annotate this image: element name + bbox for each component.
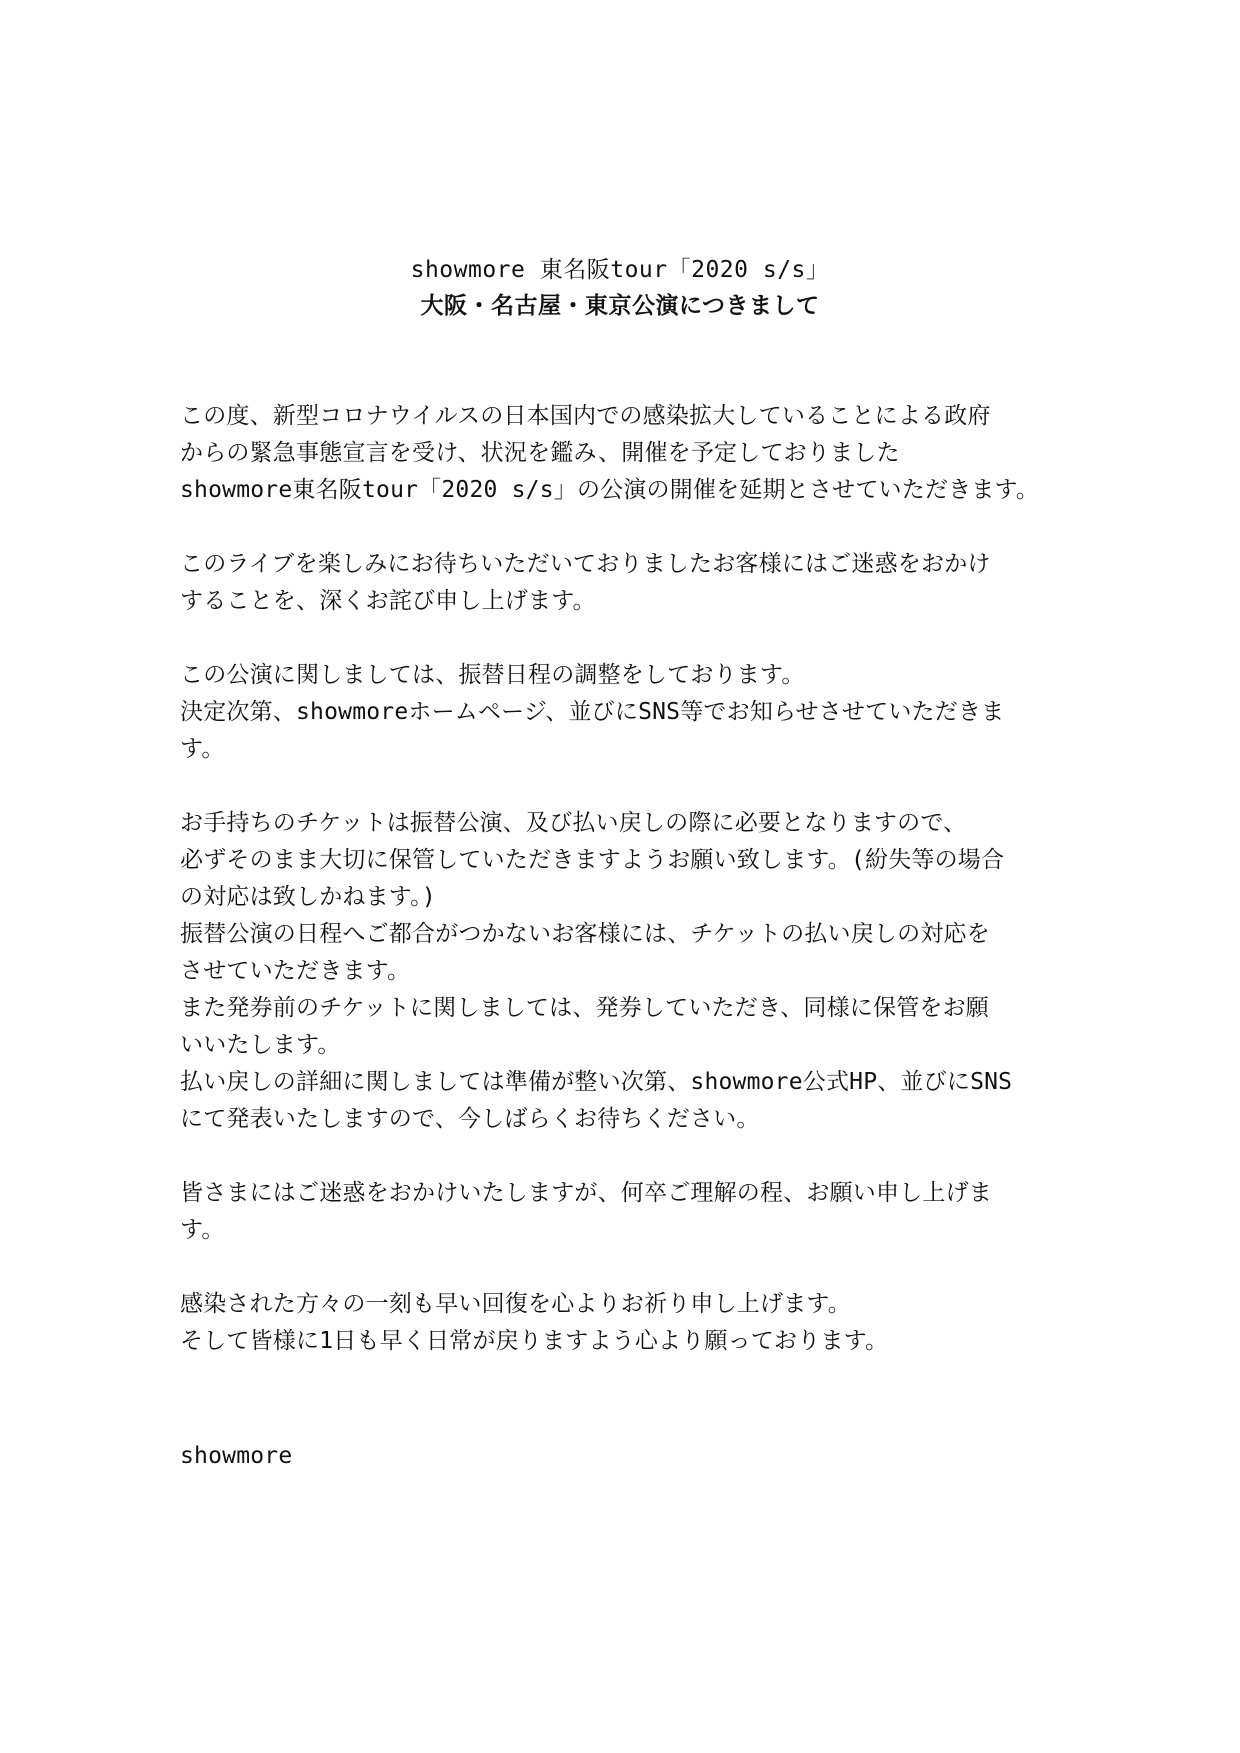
body-line: 感染された方々の一刻も早い回復を心よりお祈り申し上げます。 [180,1291,851,1317]
body-line: 必ずそのまま大切に保管していただきますようお願い致します。(紛失等の場合 [180,847,1005,873]
body-line: 決定次第、showmoreホームページ、並びにSNS等でお知らせさせていただきま [180,699,1005,725]
body-line: の対応は致しかねます。) [180,884,436,910]
body-line: お手持ちのチケットは振替公演、及び払い戻しの際に必要となりますので、 [180,810,967,836]
body-line: showmore東名阪tour「2020 s/s」の公演の開催を延期とさせていただきます。 [180,477,1040,503]
body-line: この度、新型コロナウイルスの日本国内での感染拡大していることによる政府 [180,403,991,429]
body-line: 振替公演の日程へご都合がつかないお客様には、チケットの払い戻しの対応を [180,921,990,947]
body-line: 払い戻しの詳細に関しましては準備が整い次第、showmore公式HP、並びにSNS [180,1069,1013,1095]
body-line: また発券前のチケットに関しましては、発券していただき、同様に保管をお願 [180,995,990,1021]
body-line: この公演に関しましては、振替日程の調整をしております。 [180,662,805,688]
body-line: にて発表いたしますので、今しばらくお待ちください。 [180,1106,760,1132]
body-line: することを、深くお詫び申し上げます。 [180,588,596,614]
body-line: そして皆様に1日も早く日常が戻りますよう心より願っております。 [180,1328,889,1354]
body-line: す。 [180,1217,225,1243]
body-line: す。 [180,736,225,762]
body-line: いいたします。 [180,1032,341,1058]
signature: showmore [180,1443,293,1469]
body-line: このライブを楽しみにお待ちいただいておりましたお客様にはご迷惑をおかけ [180,551,991,577]
title-line-1: showmore 東名阪tour「2020 s/s」 [410,257,830,283]
body-line: からの緊急事態宣言を受け、状況を鑑み、開催を予定しておりました [180,440,900,466]
body-line: させていただきます。 [180,958,411,984]
body-line: 皆さまにはご迷惑をおかけいたしますが、何卒ご理解の程、お願い申し上げま [180,1180,992,1206]
title-line-2: 大阪・名古屋・東京公演につきまして [420,293,820,319]
